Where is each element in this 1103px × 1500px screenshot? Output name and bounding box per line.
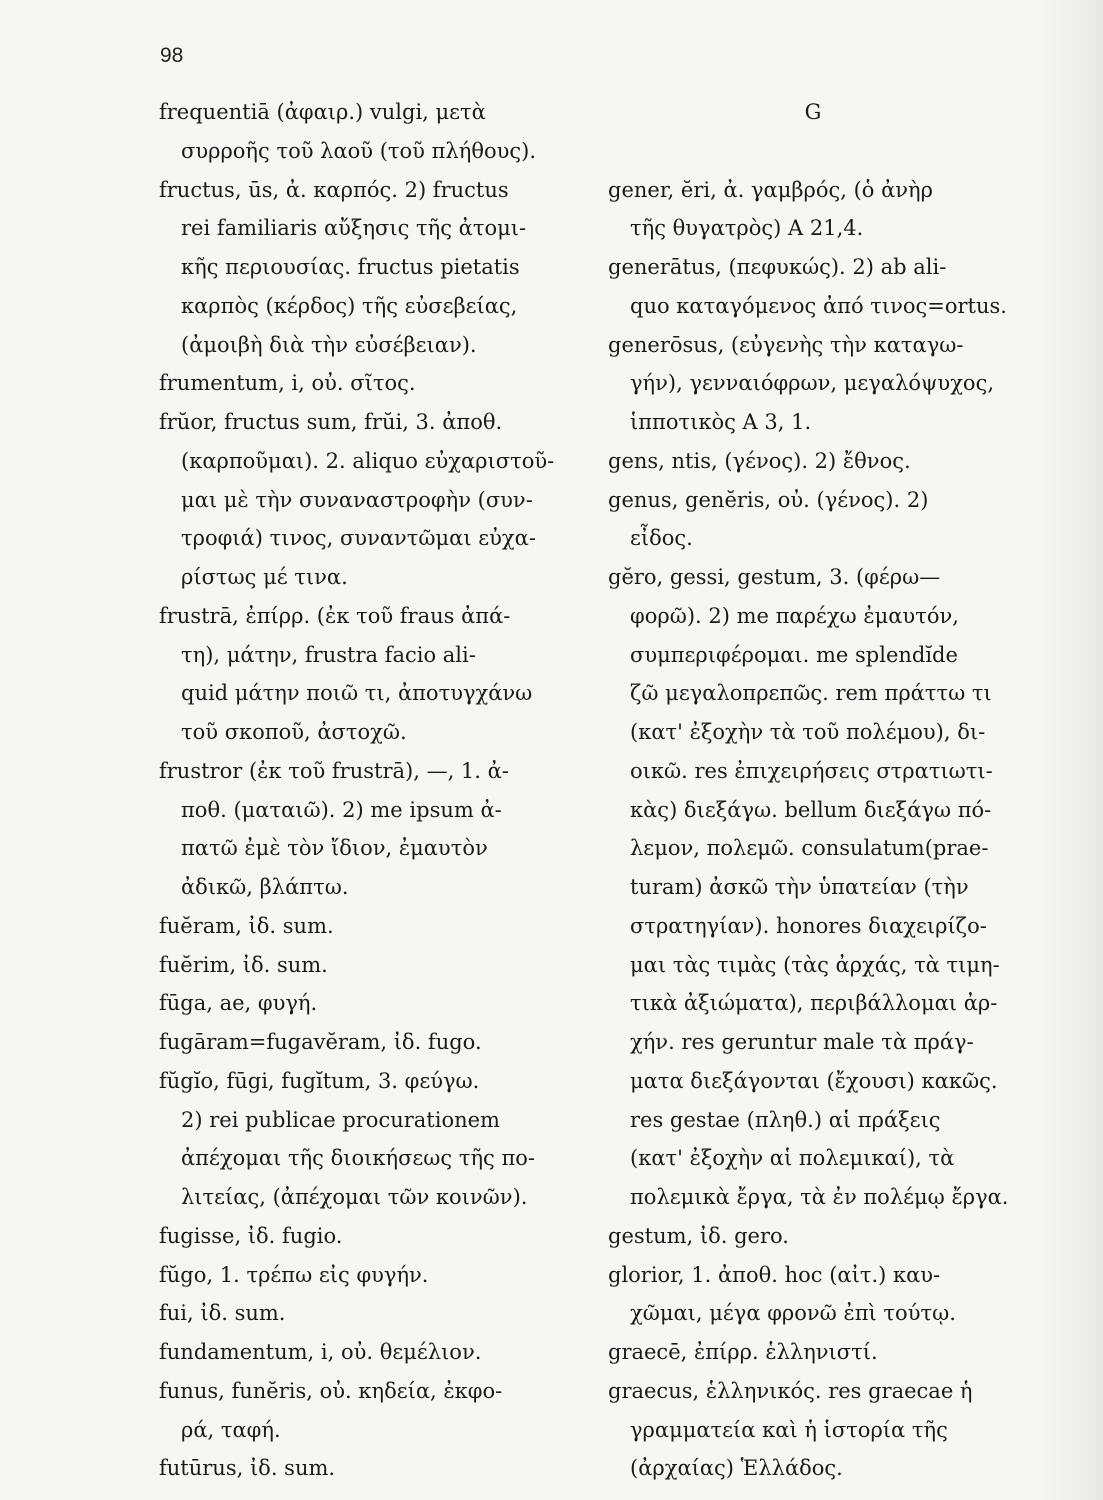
entry-continuation-line: καρπὸς (κέρδος) τῆς εὐσεβείας, [181,293,518,318]
entry-continuation-line: λιτείας, (ἀπέχομαι τῶν κοινῶν). [181,1185,528,1209]
entry-continuation-line: rei familiaris αὔξησις τῆς ἀτομι- [181,216,527,241]
entry-continuation-line: συμπεριφέρομαι. me splendĭde [630,642,958,667]
dictionary-entry-line: fŭgo, 1. τρέπω εἰς φυγήν. [159,1262,429,1287]
dictionary-entry-line: frequentiā (ἀφαιρ.) vulgi, μετὰ [159,100,486,124]
entry-continuation-line: τῆς θυγατρὸς) A 21,4. [630,216,864,241]
dictionary-entry-line: gĕro, gessi, gestum, 3. (φέρω— [608,565,941,589]
dictionary-entry-line: funus, funĕris, οὐ. κηδεία, ἐκφο- [159,1378,503,1403]
dictionary-entry-line: fundamentum, i, οὐ. θεμέλιον. [159,1340,482,1364]
entry-continuation-line: τη), μάτην, frustra facio ali- [181,642,476,667]
section-letter: G [804,100,822,124]
dictionary-entry-line: gener, ĕri, ἀ. γαμβρός, (ὁ ἀνὴρ [608,177,933,202]
dictionary-entry-line: graecus, ἑλληνικός. res graecae ἡ [608,1378,973,1403]
dictionary-entry-line: graecē, ἐπίρρ. ἑλληνιστί. [608,1340,878,1364]
entry-continuation-line: ρίστως μέ τινα. [181,565,348,589]
entry-continuation-line: τοῦ σκοποῦ, ἀστοχῶ. [181,720,407,744]
entry-continuation-line: ποθ. (ματαιῶ). 2) me ipsum ἀ- [181,797,502,822]
entry-continuation-line: quo καταγόμενος ἀπό τινος=ortus. [630,293,1007,318]
entry-continuation-line: πολεμικὰ ἔργα, τὰ ἐν πολέμῳ ἔργα. [630,1185,1009,1209]
dictionary-entry-line: frustror (ἐκ τοῦ frustrā), —, 1. ἀ- [159,758,509,783]
page-number: 98 [160,44,184,67]
entry-continuation-line: μαι τὰς τιμὰς (τὰς ἀρχάς, τὰ τιμη- [630,952,1000,977]
entry-continuation-line: ρά, ταφή. [181,1417,281,1442]
dictionary-entry-line: gestum, ἰδ. gero. [608,1223,789,1248]
dictionary-entry-line: generōsus, (εὐγενὴς τὴν καταγω- [608,332,964,357]
dictionary-entry-line: fūga, ae, φυγή. [159,991,318,1016]
right-column [608,93,1038,1488]
entry-continuation-line: κῆς περιουσίας. fructus pietatis [181,255,520,279]
entry-continuation-line: ζῶ μεγαλοπρεπῶς. rem πράττω τι [630,681,992,706]
entry-continuation-line: γήν), γενναιόφρων, μεγαλόψυχος, [630,371,995,396]
dictionary-entry-line: glorior, 1. ἀποθ. hoc (αἰτ.) καυ- [608,1262,941,1287]
dictionary-entry-line: fugisse, ἰδ. fugio. [159,1223,343,1248]
entry-continuation-line: (ἀμοιβὴ διὰ τὴν εὐσέβειαν). [181,332,477,357]
dictionary-entry-line: generātus, (πεφυκώς). 2) ab ali- [608,255,947,279]
dictionary-entry-line [608,132,1038,171]
dictionary-entry-line: fructus, ūs, ἀ. καρπός. 2) fructus [159,177,509,202]
dictionary-entry-line: fuĕram, ἰδ. sum. [159,913,334,938]
dictionary-entry-line: frumentum, i, οὐ. σῖτος. [159,371,416,396]
entry-continuation-line: (κατ' ἐξοχὴν αἱ πολεμικαί), τὰ [630,1146,955,1171]
entry-continuation-line: πατῶ ἐμὲ τὸν ἴδιον, ἐμαυτὸν [181,836,488,861]
entry-continuation-line: γραμματεία καὶ ἡ ἱστορία τῆς [630,1417,948,1442]
entry-continuation-line: λεμον, πολεμῶ. consulatum(prae- [630,836,989,861]
entry-continuation-line: φορῶ). 2) me παρέχω ἐμαυτόν, [630,603,959,628]
entry-continuation-line: στρατηγίαν). honores διαχειρίζο- [630,913,987,938]
entry-continuation-line: res gestae (πληθ.) αἱ πράξεις [630,1107,941,1132]
dictionary-entry-line: frustrā, ἐπίρρ. (ἐκ τοῦ fraus ἀπά- [159,603,511,628]
entry-continuation-line: οικῶ. res ἐπιχειρήσεις στρατιωτι- [630,758,993,783]
page-edge-shadow [1040,0,1103,1500]
entry-continuation-line: (κατ' ἐξοχὴν τὰ τοῦ πολέμου), δι- [630,720,986,744]
entry-continuation-line: ἀπέχομαι τῆς διοικήσεως τῆς πο- [181,1146,536,1171]
dictionary-entry-line: futūrus, ἰδ. sum. [159,1456,336,1481]
dictionary-entry-line: gens, ntis, (γένος). 2) ἔθνος. [608,448,911,473]
entry-continuation-line: συρροῆς τοῦ λαοῦ (τοῦ πλήθους). [181,138,537,163]
entry-continuation-line: κὰς) διεξάγω. bellum διεξάγω πό- [630,797,992,822]
entry-continuation-line: quid μάτην ποιῶ τι, ἀποτυγχάνω [181,681,533,706]
dictionary-entry-line: fugāram=fugavĕram, ἰδ. fugo. [159,1030,482,1054]
entry-continuation-line: ματα διεξάγονται (ἔχουσι) κακῶς. [630,1068,998,1093]
entry-continuation-line: εἶδος. [630,526,693,551]
entry-continuation-line: turam) ἀσκῶ τὴν ὑπατείαν (τὴν [630,875,969,899]
entry-continuation-line: 2) rei publicae procurationem [181,1107,500,1132]
dictionary-entry-line: frŭor, fructus sum, frŭi, 3. ἀποθ. [159,410,503,434]
dictionary-entry-line: fuĕrim, ἰδ. sum. [159,952,328,977]
entry-continuation-line: χῶμαι, μέγα φρονῶ ἐπὶ τούτῳ. [630,1301,956,1326]
entry-continuation-line: μαι μὲ τὴν συναναστροφὴν (συν- [181,487,533,512]
left-column [159,93,579,1488]
entry-continuation-line: τροφιά) τινος, συναντῶμαι εὐχα- [181,526,536,551]
entry-continuation-line: (ἀρχαίας) Ἑλλάδος. [630,1456,843,1481]
entry-continuation-line: χήν. res geruntur male τὰ πράγ- [630,1030,974,1054]
entry-continuation-line: τικὰ ἀξιώματα), περιβάλλομαι ἀρ- [630,991,998,1016]
entry-continuation-line: ἀδικῶ, βλάπτω. [181,875,349,899]
dictionary-entry-line: genus, genĕris, οὐ. (γένος). 2) [608,487,929,512]
entry-continuation-line: (καρποῦμαι). 2. aliquo εὐχαριστοῦ- [181,448,555,473]
dictionary-entry-line: fui, ἰδ. sum. [159,1301,286,1326]
dictionary-entry-line: fŭgĭo, fūgi, fugĭtum, 3. φεύγω. [159,1068,480,1093]
entry-continuation-line: ἱπποτικὸς A 3, 1. [630,410,812,434]
